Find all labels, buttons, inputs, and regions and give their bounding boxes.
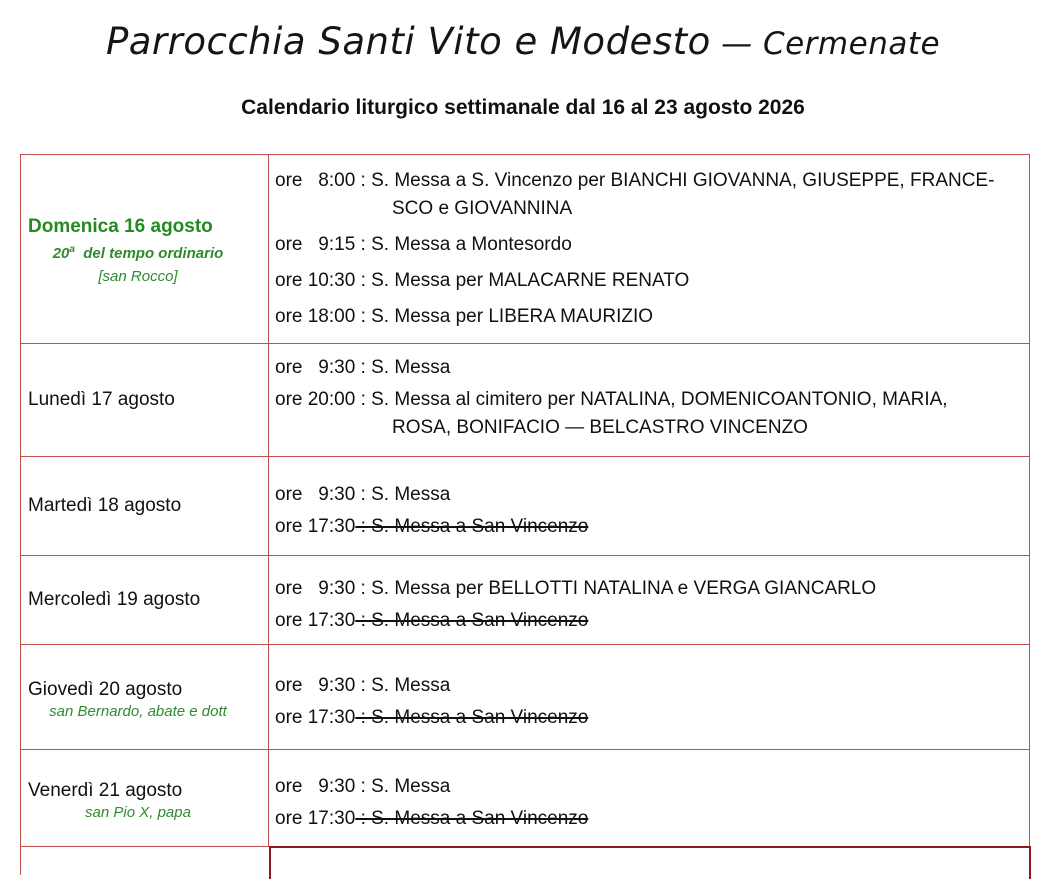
table-row xyxy=(20,457,1030,556)
event-line-cancelled: ore 17:30 : S. Messa a San Vincenzo xyxy=(275,808,589,829)
day-name: Lunedì 17 agosto xyxy=(28,389,175,410)
events-cell xyxy=(269,846,1031,879)
events-cell xyxy=(269,556,1029,644)
day-note-saint: san Pio X, papa xyxy=(85,803,191,821)
day-name: Martedì 18 agosto xyxy=(28,495,182,516)
day-note: 20$^a$ del tempo ordinario xyxy=(52,243,224,262)
page-title xyxy=(0,20,1046,63)
table-row xyxy=(20,556,1030,645)
day-cell xyxy=(21,344,269,456)
table-row xyxy=(20,155,1030,344)
table-row xyxy=(20,645,1030,750)
parish-town: — Cermenate xyxy=(710,26,941,62)
event-line: ore 18:00 : S. Messa per LIBERA MAURIZIO xyxy=(275,306,654,327)
event-line: ore 9:30 : S. Messa xyxy=(275,357,451,378)
event-line-cancelled: ore 17:30 : S. Messa a San Vincenzo xyxy=(275,610,589,631)
event-line: ore 9:30 : S. Messa xyxy=(275,675,451,696)
events-cell xyxy=(269,457,1029,555)
day-cell xyxy=(21,457,269,555)
event-line: ore 9:30 : S. Messa xyxy=(275,776,451,797)
day-name: Domenica 16 agosto xyxy=(28,215,213,237)
day-note-saint: san Bernardo, abate e dott xyxy=(49,702,227,720)
day-cell xyxy=(21,556,269,644)
events-cell xyxy=(269,750,1029,846)
event-line: ore 8:00 : S. Messa a S. Vincenzo per BIANCHI GIOVANNA, GIUSEPPE, FRANCE- SCO e GIOVANNINA xyxy=(275,170,995,219)
table-row xyxy=(20,344,1030,457)
event-line-cancelled: ore 17:30 : S. Messa a San Vincenzo xyxy=(275,707,589,728)
day-name: Giovedì 20 agosto xyxy=(28,678,183,700)
events-cell xyxy=(269,344,1029,456)
events-cell xyxy=(269,645,1029,749)
day-cell xyxy=(21,750,269,846)
day-cell xyxy=(21,645,269,749)
event-line: ore 9:30 : S. Messa xyxy=(275,484,451,505)
calendar-subtitle: Calendario liturgico settimanale dal 16 al 23 agosto 2026 xyxy=(241,96,805,119)
day-note-saint: [san Rocco] xyxy=(98,267,178,285)
calendar-table xyxy=(20,154,1030,875)
event-line: ore 10:30 : S. Messa per MALACARNE RENATO xyxy=(275,270,690,291)
table-row xyxy=(20,750,1030,847)
parish-name: Parrocchia Santi Vito e Modesto xyxy=(105,20,711,63)
day-name: Mercoledì 19 agosto xyxy=(28,589,201,610)
event-line: ore 9:15 : S. Messa a Montesordo xyxy=(275,234,572,255)
events-cell xyxy=(269,155,1029,343)
event-line: ore 20:00 : S. Messa al cimitero per NATALINA, DOMENICOANTONIO, MARIA, ROSA, BONIFACIO — BELCASTRO VINCENZO xyxy=(275,389,948,438)
event-line: ore 9:30 : S. Messa per BELLOTTI NATALINA e VERGA GIANCARLO xyxy=(275,578,877,599)
day-cell xyxy=(21,155,269,343)
event-line-cancelled: ore 17:30 : S. Messa a San Vincenzo xyxy=(275,516,589,537)
day-name: Venerdì 21 agosto xyxy=(28,779,183,801)
